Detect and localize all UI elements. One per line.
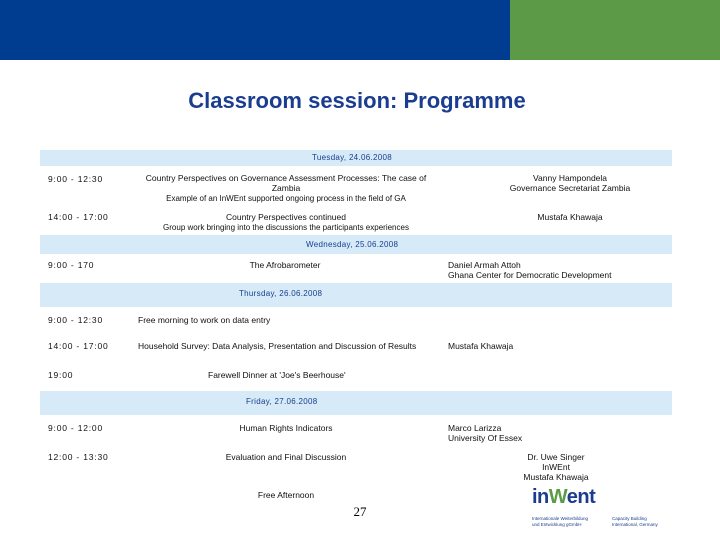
- day-band-wednesday: [40, 235, 672, 254]
- day-label-wednesday: Wednesday, 25.06.2008: [306, 240, 399, 249]
- time-fri1: 9:00 - 12:00: [48, 423, 103, 433]
- topic-fri2: Evaluation and Final Discussion: [225, 452, 347, 462]
- speaker-tue1-name: Vanny Hampondela: [532, 173, 608, 183]
- speaker-fri2-name: Dr. Uwe Singer: [527, 452, 585, 462]
- time-fri2: 12:00 - 13:30: [48, 452, 109, 462]
- day-band-thursday: [40, 283, 672, 307]
- subtopic-tue2: Group work bringing into the discussions the participants experiences: [163, 223, 409, 232]
- speaker-wed1-name: Daniel Armah Attoh: [448, 260, 521, 270]
- speaker-tue2: Mustafa Khawaja: [537, 212, 603, 222]
- speaker-thu2: Mustafa Khawaja: [448, 341, 514, 351]
- time-thu2: 14:00 - 17:00: [48, 341, 109, 351]
- speaker-fri2-third: Mustafa Khawaja: [523, 472, 589, 482]
- time-tue1: 9:00 - 12:30: [48, 174, 103, 184]
- time-wed1: 9:00 - 170: [48, 260, 95, 270]
- topic-wed1: The Afrobarometer: [249, 260, 321, 270]
- topic-fri3: Free Afternoon: [257, 490, 315, 500]
- topic-thu2: Household Survey: Data Analysis, Presentation and Discussion of Results: [138, 341, 417, 351]
- speaker-fri1-org: University Of Essex: [448, 433, 523, 443]
- speaker-fri2-org: InWEnt: [542, 462, 570, 472]
- topic-thu1: Free morning to work on data entry: [138, 315, 271, 325]
- header-green-bar: [510, 0, 720, 60]
- topic-fri1: Human Rights Indicators: [239, 423, 333, 433]
- speaker-wed1-org: Ghana Center for Democratic Development: [448, 270, 612, 280]
- day-label-tuesday: Tuesday, 24.06.2008: [312, 153, 392, 162]
- subtopic-tue1: Example of an InWEnt supported ongoing process in the field of GA: [166, 194, 406, 203]
- speaker-fri1-name: Marco Larizza: [448, 423, 502, 433]
- time-thu3: 19:00: [48, 370, 74, 380]
- time-tue2: 14:00 - 17:00: [48, 212, 109, 222]
- page-number: 27: [353, 504, 367, 519]
- topic-tue2: Country Perspectives continued: [225, 212, 346, 222]
- day-label-friday: Friday, 27.06.2008: [246, 397, 318, 406]
- inwent-logo-wordmark: inWent: [532, 486, 596, 508]
- inwent-tagline-left: Internationale Weiterbildung und Entwicklung gGmbH: [532, 516, 588, 527]
- time-thu1: 9:00 - 12:30: [48, 315, 103, 325]
- speaker-tue1-org: Governance Secretariat Zambia: [509, 183, 631, 193]
- inwent-logo: [530, 486, 670, 530]
- day-band-friday: [40, 391, 672, 415]
- header-blue-bar: [0, 0, 510, 60]
- topic-thu3: Farewell Dinner at 'Joe's Beerhouse': [208, 370, 346, 380]
- inwent-tagline-right: Capacity Building International, Germany: [612, 516, 658, 527]
- page-title: Classroom session: Programme: [188, 88, 526, 113]
- day-band-tuesday: [40, 150, 672, 166]
- day-label-thursday: Thursday, 26.06.2008: [239, 289, 323, 298]
- topic-tue1: Country Perspectives on Governance Assessment Processes: The case of Zambia: [145, 173, 427, 193]
